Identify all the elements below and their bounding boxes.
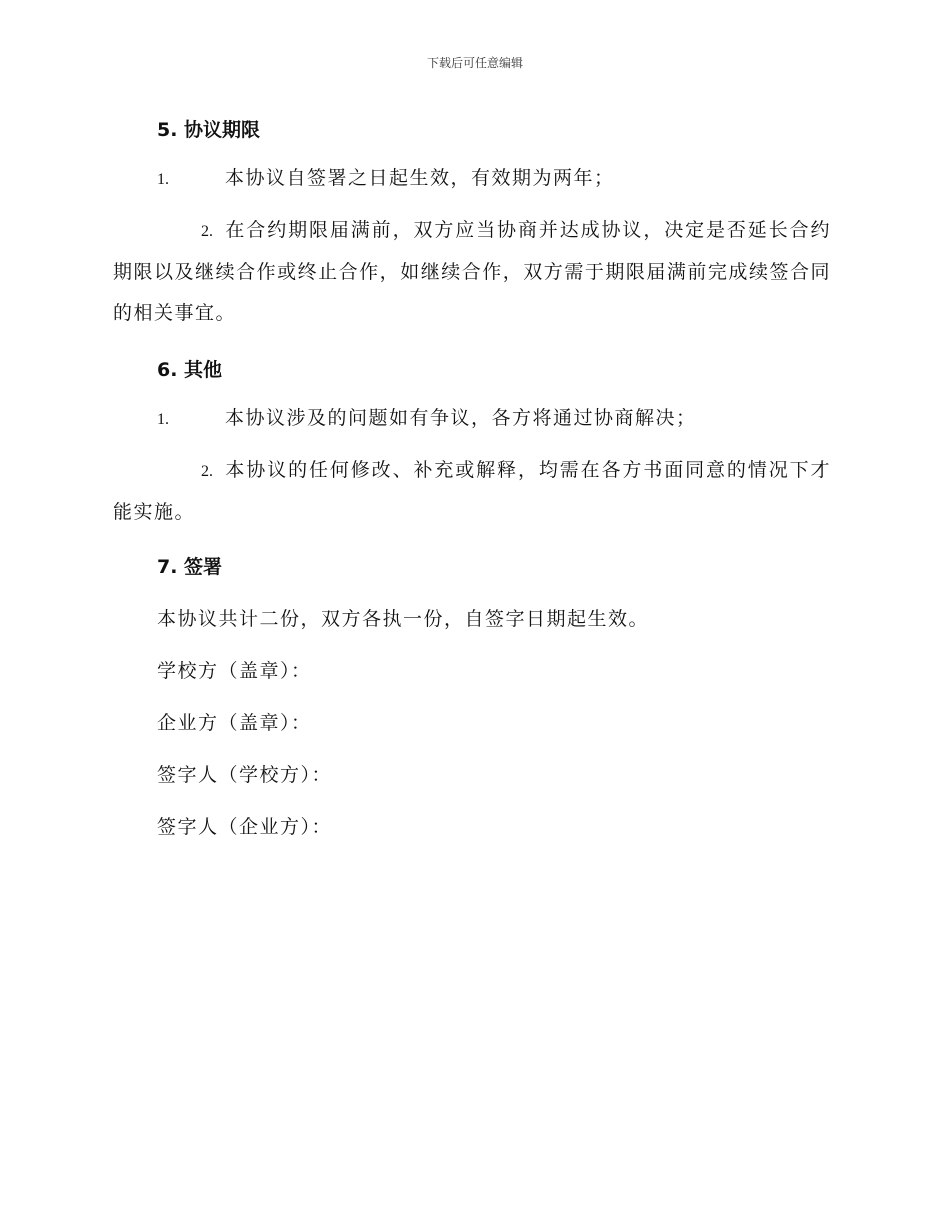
item-number: 1. [157,171,169,188]
section-5-item-1 [157,158,830,200]
section-heading-7: 7. 签署 [157,556,223,578]
company-signatory-line: 签字人（企业方）： [157,816,333,838]
item-text: 在合约期限届满前，双方应当协商并达成协议，决定是否延长合约期限以及继续合作或终止合作，如继续合作，双方需于期限届满前完成续签合同的相关事宜。 [113,219,831,324]
school-signatory-line: 签字人（学校方）： [157,764,333,786]
school-seal-line: 学校方（盖章）： [157,660,312,682]
item-text: 本协议自签署之日起生效，有效期为两年； [225,167,615,189]
section-heading-5: 5. 协议期限 [157,119,261,141]
section-5-item-2 [113,210,831,334]
item-number: 2. [201,463,213,480]
header-note: 下载后可任意编辑 [426,56,523,70]
item-text: 本协议涉及的问题如有争议，各方将通过协商解决； [225,407,697,429]
signing-statement: 本协议共计二份，双方各执一份，自签字日期起生效。 [157,608,650,630]
item-number: 2. [201,223,213,240]
company-seal-line: 企业方（盖章）： [157,712,312,734]
item-text: 本协议的任何修改、补充或解释，均需在各方书面同意的情况下才能实施。 [113,459,831,523]
section-heading-6: 6. 其他 [157,359,223,381]
section-6-item-2 [113,450,831,533]
item-number: 1. [157,411,169,428]
section-6-item-1 [157,398,830,440]
